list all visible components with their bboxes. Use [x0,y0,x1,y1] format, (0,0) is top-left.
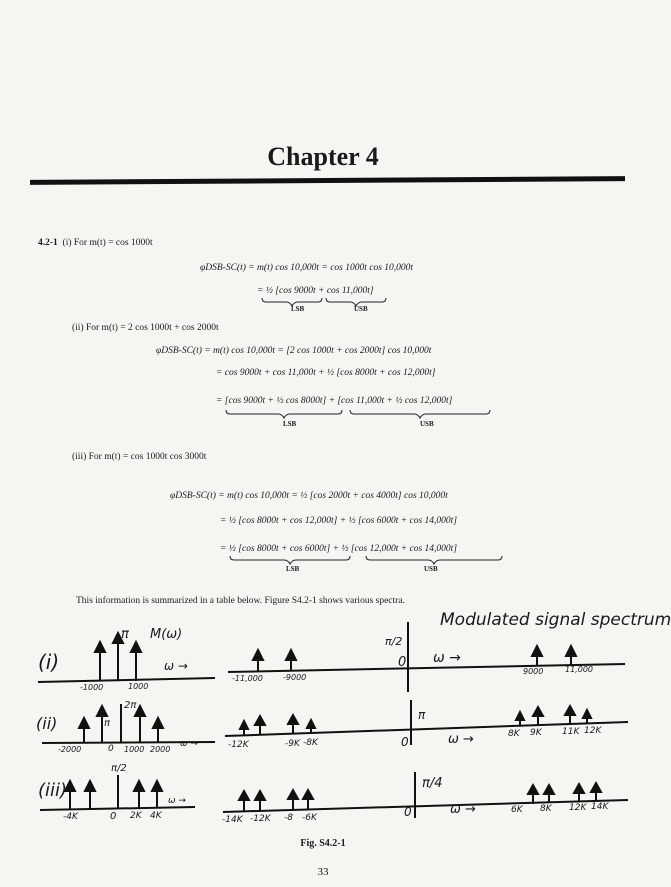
row-iii-r-tick-5: 6K [511,805,523,815]
row-iii-r-tick-6: 8K [540,804,552,814]
row-ii-r-tick-3: -8K [303,738,318,748]
row-i-pi: π [121,627,129,642]
brace-part-i-lsb [262,298,322,306]
chapter-title: Chapter 4 [267,142,379,171]
part-iii-usb: USB [424,565,438,573]
part-iii-eq2: = ½ [cos 8000t + cos 12,000t] + ½ [cos 6000t + cos 14,000t] [220,516,458,526]
brace-part-iii-usb [366,556,502,564]
brace-part-ii-usb [350,410,490,418]
part-ii-usb: USB [420,420,434,428]
row-iii-tick-2: 0 [110,811,117,822]
part-ii-eq1: φDSB-SC(t) = m(t) cos 10,000t = [2 cos 1000t + cos 2000t] cos 10,000t [156,346,432,356]
summary-text: This information is summarized in a table below. Figure S4.2-1 shows various spectra. [76,596,405,606]
row-iii-zero: 0 [404,805,412,819]
row-iii-r-tick-4: -6K [302,813,317,823]
part-i-eq2: = ½ [cos 9000t + cos 11,000t] [257,286,374,296]
brace-part-i-usb [326,298,386,306]
part-ii-eq2: = cos 9000t + cos 11,000t + ½ [cos 8000t + cos 12,000t] [216,368,436,378]
part-ii-eq3: = [cos 9000t + ½ cos 8000t] + [cos 11,000t + ½ cos 12,000t] [216,396,453,406]
part-i-label: (i) For m(t) = cos 1000t [62,238,153,248]
row-ii-pi: π [104,718,111,729]
part-iii-eq3: = ½ [cos 8000t + cos 6000t] + ½ [cos 12,000t + cos 14,000t] [220,544,458,554]
row-i-label: (i) [38,650,60,674]
row-iii-tick-1: -4K [63,812,78,822]
row-iii-tick-3: 2K [130,811,142,821]
row-i-r-tick-4: 11,000 [565,665,593,674]
row-iii-r-tick-1: -14K [222,815,243,825]
row-i-left-axis [38,678,215,682]
row-i-omega-right: ω → [433,650,461,666]
row-iii-tick-4: 4K [150,811,162,821]
row-ii-pi-right: π [418,708,426,722]
row-ii-omega: ω → [180,739,198,749]
row-i-mag-label: M(ω) [150,627,183,642]
row-iii-label: (iii) [38,780,68,801]
row-ii-label: (ii) [36,714,58,733]
row-iii-r-tick-3: -8 [284,813,293,823]
row-iii-r-tick-2: -12K [250,814,271,824]
row-ii-tick-4: 2000 [150,745,171,754]
row-iii-pi-half: π/2 [111,763,127,774]
row-i-zero: 0 [398,655,407,670]
row-i-r-tick-3: 9000 [523,667,544,676]
row-iii-pi-quarter: π/4 [422,776,443,791]
brace-part-ii-lsb [226,410,342,418]
row-iii-r-tick-8: 14K [591,802,609,812]
part-iii-lsb: LSB [286,565,300,573]
row-iii-omega-right: ω → [450,802,476,817]
row-ii-r-tick-1: -12K [228,740,249,750]
row-i-pi-half: π/2 [385,635,403,648]
part-i-usb: USB [354,305,368,313]
part-ii-lsb: LSB [283,420,297,428]
problem-number: 4.2-1 [38,238,58,248]
row-ii-r-tick-4: 8K [508,729,520,739]
row-iii-right-axis [223,800,628,812]
row-ii-tick-2: 0 [108,744,114,754]
part-ii-label: (ii) For m(t) = 2 cos 1000t + cos 2000t [72,323,219,333]
row-i-r-tick-1: -11,000 [232,674,263,683]
row-i-r-tick-2: -9000 [283,673,307,682]
row-iii-r-tick-7: 12K [569,803,587,813]
part-iii-eq1: φDSB-SC(t) = m(t) cos 10,000t = ½ [cos 2000t + cos 4000t] cos 10,000t [170,491,448,501]
row-i-tick-2: 1000 [128,682,149,691]
figure-caption: Fig. S4.2-1 [300,838,346,849]
part-iii-label: (iii) For m(t) = cos 1000t cos 3000t [72,452,207,462]
row-i-tick-1: -1000 [80,683,104,692]
figure-heading: Modulated signal spectrum [440,610,671,630]
part-i-lsb: LSB [291,305,305,313]
row-ii-r-tick-6: 11K [562,727,580,737]
row-iii-omega: ω → [168,796,186,806]
row-ii-r-tick-2: -9K [285,739,300,749]
row-ii-r-tick-7: 12K [584,726,602,736]
row-i-omega: ω → [164,659,188,673]
brace-part-iii-lsb [230,556,350,564]
row-ii-r-tick-5: 9K [530,728,542,738]
page-number: 33 [317,866,329,878]
row-ii-two-pi: 2π [124,700,137,711]
row-ii-omega-right: ω → [448,732,474,747]
row-ii-zero: 0 [401,735,409,749]
part-i-eq1: φDSB-SC(t) = m(t) cos 10,000t = cos 1000t cos 10,000t [200,263,414,273]
row-ii-tick-3: 1000 [124,745,145,754]
row-ii-tick-1: -2000 [58,745,82,754]
